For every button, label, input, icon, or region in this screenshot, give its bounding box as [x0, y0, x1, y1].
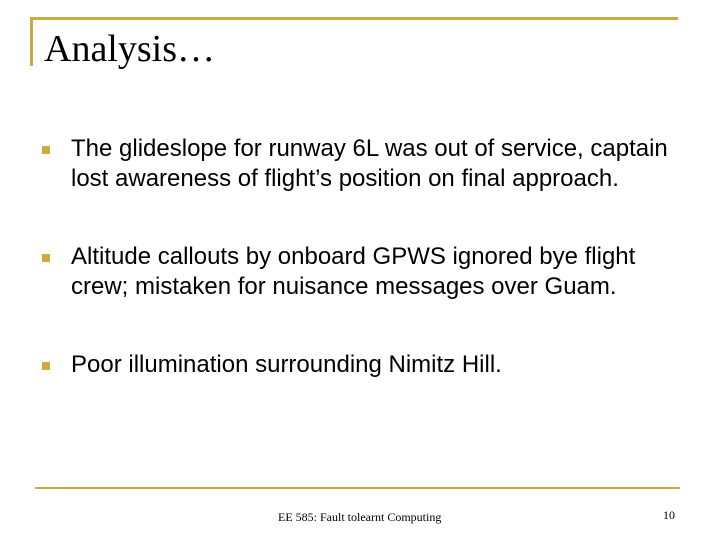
bullet-item	[40, 350, 680, 380]
page-number: 10	[663, 508, 675, 522]
square-bullet-icon	[42, 362, 50, 370]
footer-rule	[35, 487, 680, 489]
bullet-text: The glideslope for runway 6L was out of service, captain lost awareness of flight’s position on final approach.	[71, 135, 668, 192]
footer-text: EE 585: Fault tolearnt Computing	[278, 510, 442, 524]
square-bullet-icon	[42, 254, 50, 262]
square-bullet-icon	[42, 146, 50, 154]
bullet-item	[40, 134, 680, 194]
top-rule	[30, 17, 678, 20]
bullet-item	[40, 242, 680, 302]
bullet-text: Poor illumination surrounding Nimitz Hill.	[71, 351, 502, 378]
bullet-text: Altitude callouts by onboard GPWS ignored bye flight crew; mistaken for nuisance messages over Guam.	[71, 243, 636, 300]
bullet-list	[40, 134, 680, 380]
slide-title: Analysis…	[44, 28, 215, 70]
left-rule	[30, 17, 33, 66]
